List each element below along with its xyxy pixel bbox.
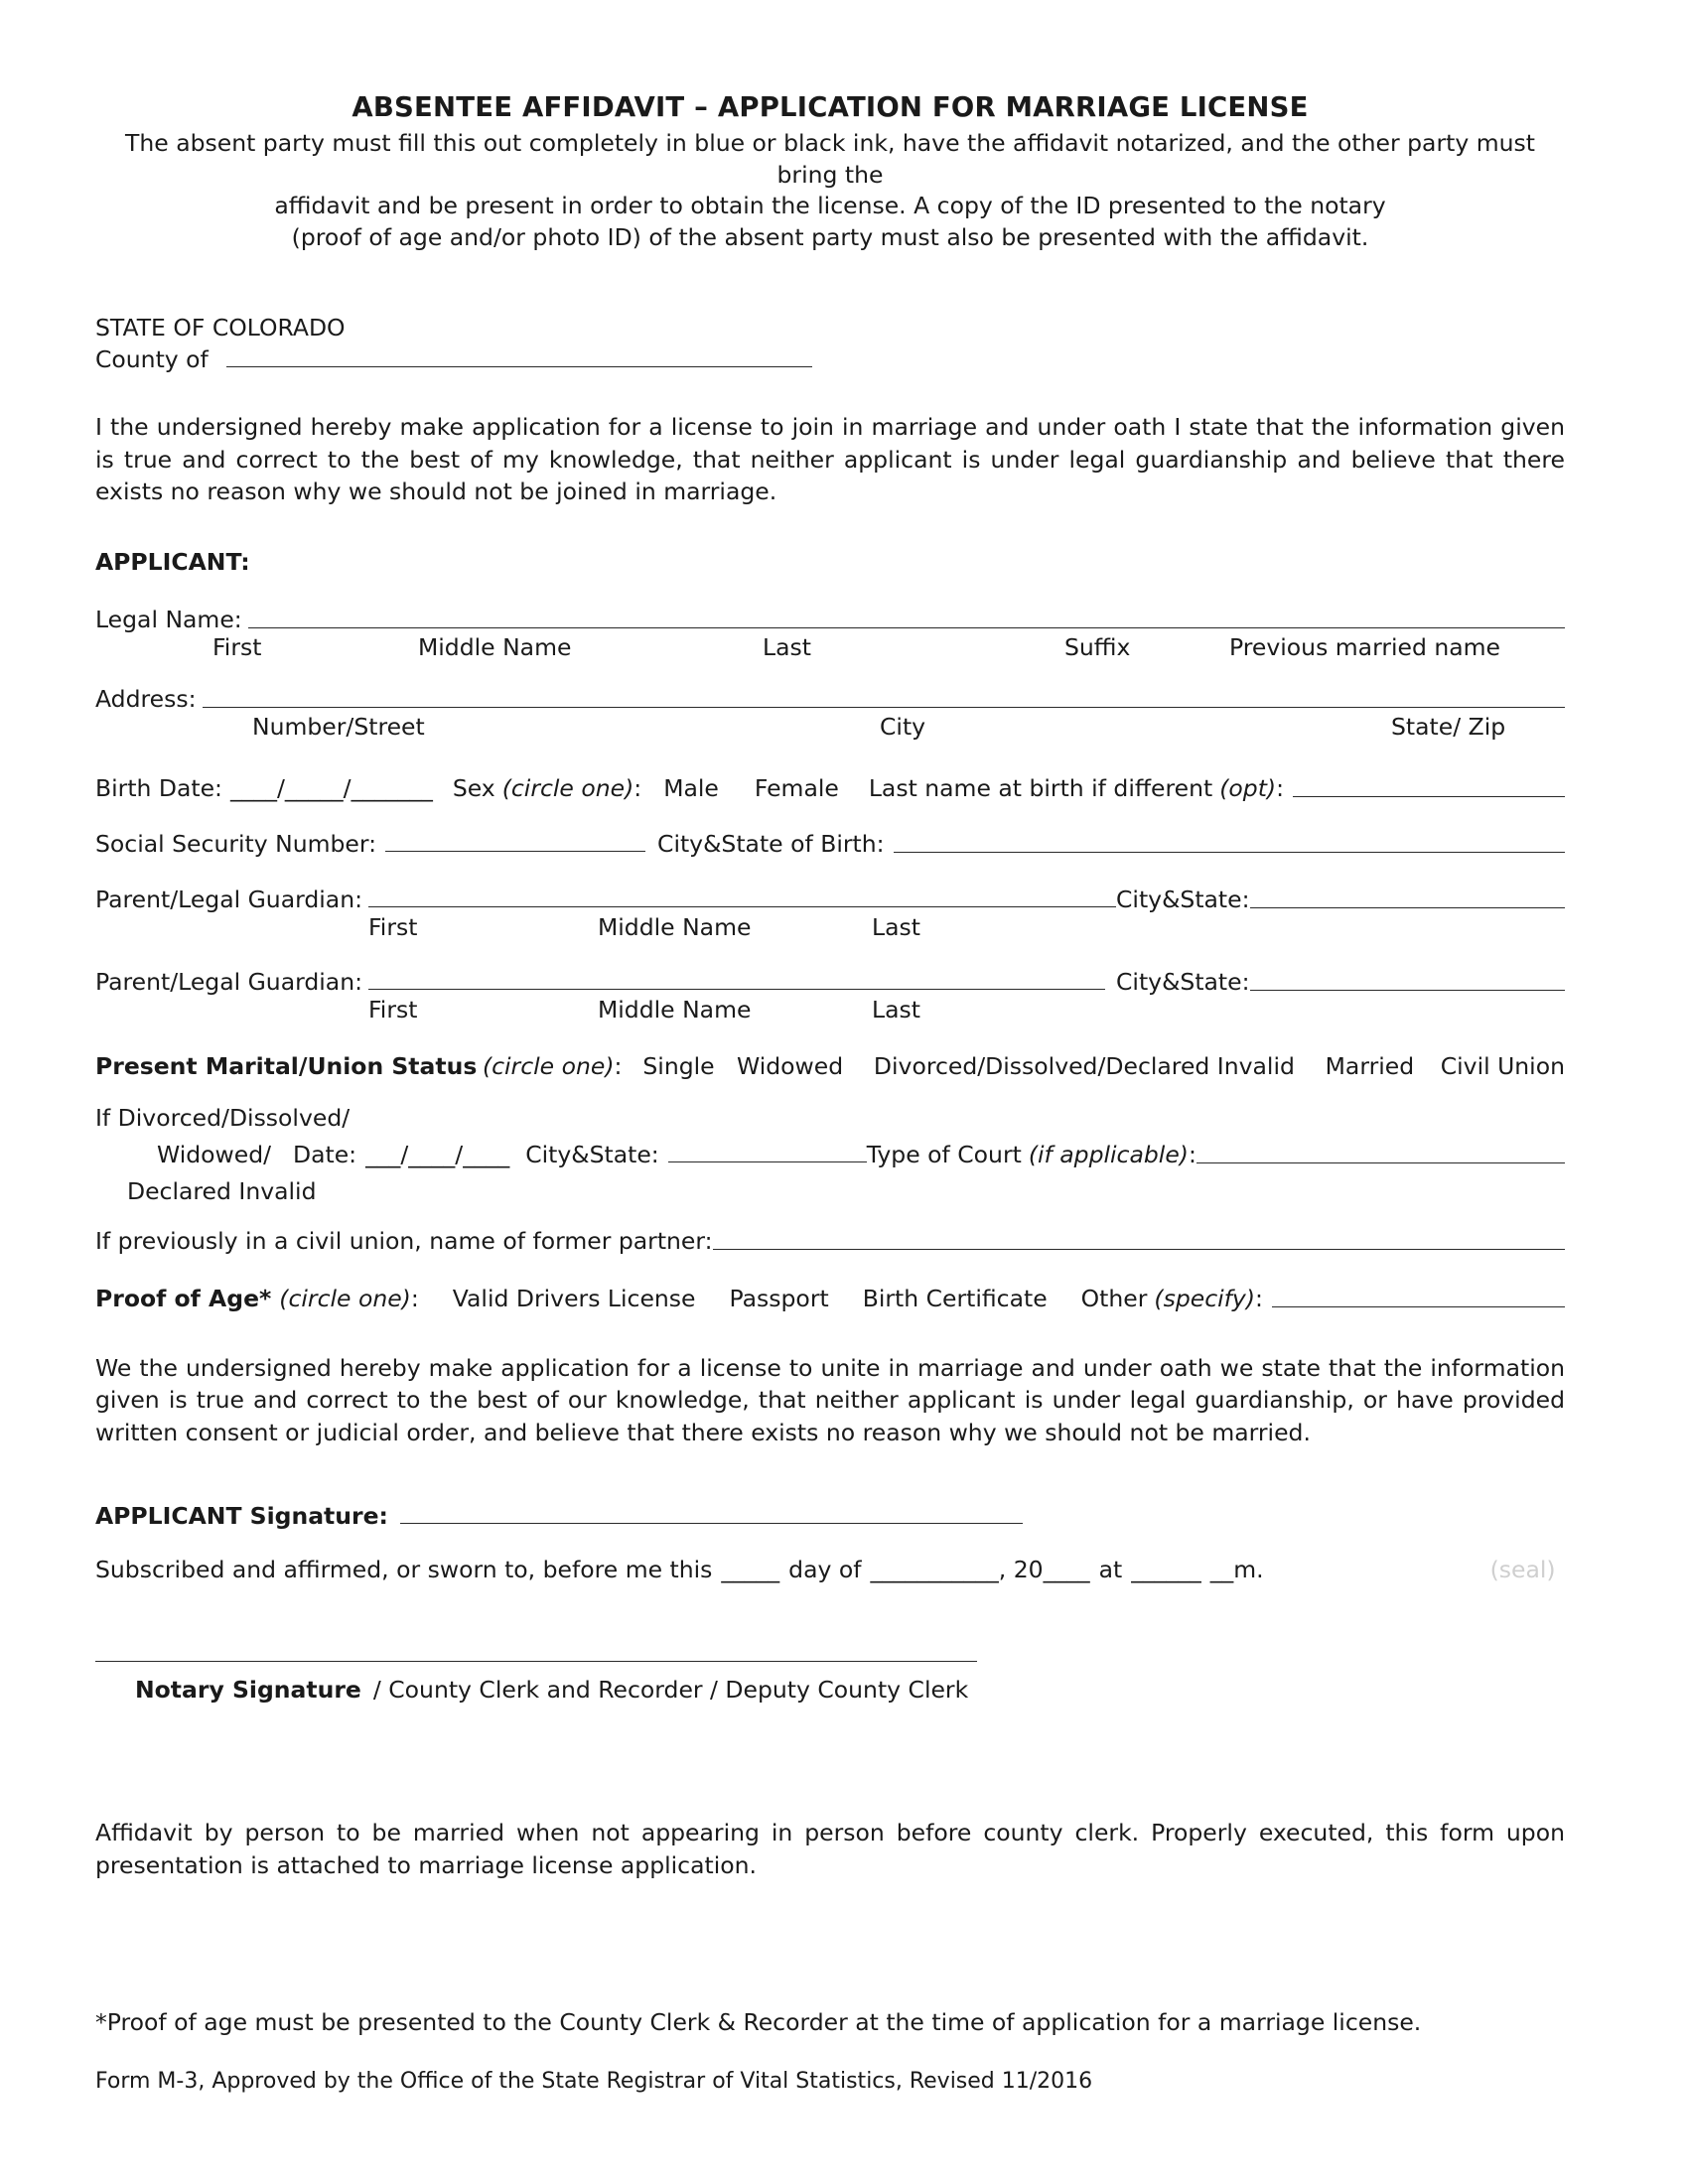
if-divorced-block [95,1104,1565,1207]
caption-suffix: Suffix [1064,632,1131,661]
document-content [95,0,1565,2097]
divorce-date-year-blank[interactable]: ____ [463,1140,510,1168]
birth-date-day-blank[interactable]: _____ [284,773,344,802]
address-row [95,685,1565,713]
divorce-date-separator-2: / [455,1140,464,1168]
guardian-1-city-state-input-line[interactable] [1250,907,1565,908]
proof-of-age-colon: : [410,1284,419,1312]
divorce-city-state-label: City&State: [525,1140,659,1168]
guardian-1-label: Parent/Legal Guardian: [95,885,363,913]
guardian-2-captions [95,996,1565,1025]
marital-status-row [95,1052,1565,1080]
marital-option-widowed[interactable]: Widowed [737,1051,844,1080]
county-label: County of [95,345,209,374]
if-divorced-line-2: Widowed/ [157,1140,272,1168]
sworn-day-of-text: day of [788,1556,862,1584]
sex-circle-one-hint: (circle one) [501,773,634,802]
birth-date-row [95,774,1565,802]
applicant-signature-row [95,1502,1565,1530]
guardian-2-caption-last: Last [872,995,920,1024]
applicant-section-heading: APPLICANT: [95,547,250,576]
marital-option-civil-union[interactable]: Civil Union [1440,1051,1565,1080]
header-instructions-line-3: (proof of age and/or photo ID) of the absent party must also be presented with the affidavit. [291,223,1369,252]
type-of-court-colon: : [1188,1140,1196,1168]
divorce-date-label: Date: [293,1140,357,1168]
if-divorced-line-1: If Divorced/Dissolved/ [95,1103,351,1132]
proof-option-birth-certificate[interactable]: Birth Certificate [862,1284,1048,1312]
caption-last: Last [763,632,811,661]
marital-option-single[interactable]: Single [642,1051,715,1080]
divorce-date-separator-1: / [400,1140,409,1168]
legal-name-input-line[interactable] [248,627,1565,628]
ssn-input-line[interactable] [385,851,645,852]
legal-name-row [95,606,1565,633]
address-label: Address: [95,684,197,713]
guardian-1-caption-last: Last [872,912,920,941]
sworn-year-prefix: , 20 [998,1556,1044,1584]
civil-union-partner-input-line[interactable] [713,1249,1565,1250]
divorce-detail-row [293,1141,1565,1168]
if-divorced-line-3: Declared Invalid [127,1176,317,1205]
city-state-of-birth-input-line[interactable] [894,852,1565,853]
sworn-statement-row [95,1556,1565,1583]
caption-number-street: Number/Street [252,712,425,741]
proof-of-age-specify-hint: (specify) [1154,1284,1255,1312]
city-state-of-birth-label: City&State of Birth: [657,829,885,858]
sex-option-male[interactable]: Male [663,773,719,802]
type-of-court-label: Type of Court [866,1140,1022,1168]
ssn-label: Social Security Number: [95,829,377,858]
address-captions [95,713,1565,743]
guardian-1-city-state-label: City&State: [1116,885,1250,913]
notary-seal-placeholder: (seal) [1489,1556,1556,1584]
notary-signature-roles: / County Clerk and Recorder / Deputy County Clerk [372,1676,969,1705]
proof-of-age-other-colon: : [1255,1284,1263,1312]
divorce-city-state-input-line[interactable] [668,1161,867,1162]
marital-option-divorced[interactable]: Divorced/Dissolved/Declared Invalid [873,1051,1295,1080]
guardian-2-input-line[interactable] [368,989,1105,990]
marital-status-colon: : [614,1051,623,1080]
sworn-meridiem-blank[interactable]: __m. [1209,1556,1264,1584]
caption-state-zip: State/ Zip [1391,712,1506,741]
sex-label: Sex [452,773,495,802]
page-title: ABSENTEE AFFIDAVIT – APPLICATION FOR MARRIAGE LICENSE [352,91,1309,123]
sex-option-female[interactable]: Female [754,773,839,802]
type-of-court-if-applicable-hint: (if applicable) [1028,1140,1189,1168]
caption-middle: Middle Name [418,632,572,661]
marital-option-married[interactable]: Married [1325,1051,1415,1080]
divorce-date-day-blank[interactable]: ____ [408,1140,456,1168]
address-input-line[interactable] [203,707,1565,708]
marital-status-label: Present Marital/Union Status [95,1051,478,1080]
civil-union-partner-label: If previously in a civil union, name of former partner: [95,1226,713,1255]
guardian-2-row [95,968,1565,996]
proof-of-age-circle-one-hint: (circle one) [279,1284,411,1312]
state-line: STATE OF COLORADO [95,313,346,341]
legal-name-label: Legal Name: [95,605,242,633]
type-of-court-input-line[interactable] [1196,1162,1565,1163]
caption-city: City [880,712,926,741]
last-name-at-birth-opt-hint: (opt) [1219,773,1277,802]
county-input-line[interactable] [226,366,812,367]
divorce-date-month-blank[interactable]: ___ [365,1140,401,1168]
sex-colon: : [633,773,642,802]
notary-signature-caption-row [95,1676,1565,1704]
form-identifier: Form M-3, Approved by the Office of the State Registrar of Vital Statistics, Revised 11/2016 [95,2068,1093,2094]
guardian-2-city-state-input-line[interactable] [1250,990,1565,991]
applicant-signature-label: APPLICANT Signature: [95,1502,388,1531]
guardian-2-label: Parent/Legal Guardian: [95,967,363,996]
guardian-1-caption-middle: Middle Name [598,912,752,941]
oath-paragraph: I the undersigned hereby make application for a license to join in marriage and under oath I state that the information given is true and correct to the best of my knowledge, that neither applicant is under legal guardianship and believe that there exists no reason why we should not be joined in marriage. [95,413,1565,506]
caption-previous-married-name: Previous married name [1229,632,1501,661]
proof-of-age-row [95,1285,1565,1312]
sworn-time-blank[interactable]: ______ [1131,1556,1201,1584]
notary-signature-input-line[interactable] [95,1661,977,1662]
guardian-2-caption-first: First [368,995,418,1024]
guardian-2-city-state-label: City&State: [1116,967,1250,996]
sworn-month-blank[interactable]: ___________ [870,1556,999,1584]
notary-signature-block [95,1661,1565,1704]
marital-status-circle-one-hint: (circle one) [482,1051,615,1080]
guardian-1-captions [95,913,1565,943]
ssn-row [95,830,1565,858]
legal-name-captions [95,633,1565,663]
notary-signature-label: Notary Signature [135,1676,361,1705]
last-name-at-birth-colon: : [1276,773,1285,802]
birth-date-year-blank[interactable]: _______ [351,773,433,802]
affidavit-note: Affidavit by person to be married when not appearing in person before county clerk. Properly executed, this form upon presentation is attached to marriage license application. [95,1819,1565,1879]
last-name-at-birth-label: Last name at birth if different [868,773,1213,802]
sworn-at-text: at [1098,1556,1123,1584]
county-field-row [95,345,1565,373]
declaration-paragraph: We the undersigned hereby make application for a license to unite in marriage and under oath we state that the information given is true and correct to the best of our knowledge, that neither applicant is under legal guardianship, or have provided written consent or judicial order, and believe that there exists no reason why we should not be married. [95,1353,1565,1446]
proof-of-age-label: Proof of Age* [95,1284,272,1312]
proof-option-drivers-license[interactable]: Valid Drivers License [452,1284,696,1312]
caption-first: First [212,632,262,661]
last-name-at-birth-input-line[interactable] [1293,796,1565,797]
birth-date-separator-1: / [276,773,285,802]
proof-option-passport[interactable]: Passport [729,1284,829,1312]
sworn-prefix-text: Subscribed and affirmed, or sworn to, before me this [95,1556,713,1584]
guardian-2-caption-middle: Middle Name [598,995,752,1024]
header-instructions-line-1: The absent party must fill this out completely in blue or black ink, have the affidavit notarized, and the other party must bring the [125,129,1535,189]
birth-date-label: Birth Date: [95,773,222,802]
guardian-1-row [95,886,1565,913]
sworn-year-blank[interactable]: ____ [1043,1556,1090,1584]
sworn-day-blank[interactable]: _____ [721,1556,780,1584]
applicant-signature-input-line[interactable] [400,1523,1023,1524]
proof-option-other[interactable]: Other [1080,1284,1148,1312]
proof-of-age-note: *Proof of age must be presented to the County Clerk & Recorder at the time of application for a marriage license. [95,2008,1422,2037]
birth-date-separator-2: / [343,773,352,802]
civil-union-partner-row [95,1227,1565,1255]
header-instructions [95,128,1565,254]
guardian-1-caption-first: First [368,912,418,941]
header-instructions-line-2: affidavit and be present in order to obtain the license. A copy of the ID presented to the notary [274,192,1386,220]
proof-of-age-other-input-line[interactable] [1272,1306,1565,1307]
birth-date-month-blank[interactable]: ____ [229,773,277,802]
guardian-1-input-line[interactable] [368,906,1116,907]
